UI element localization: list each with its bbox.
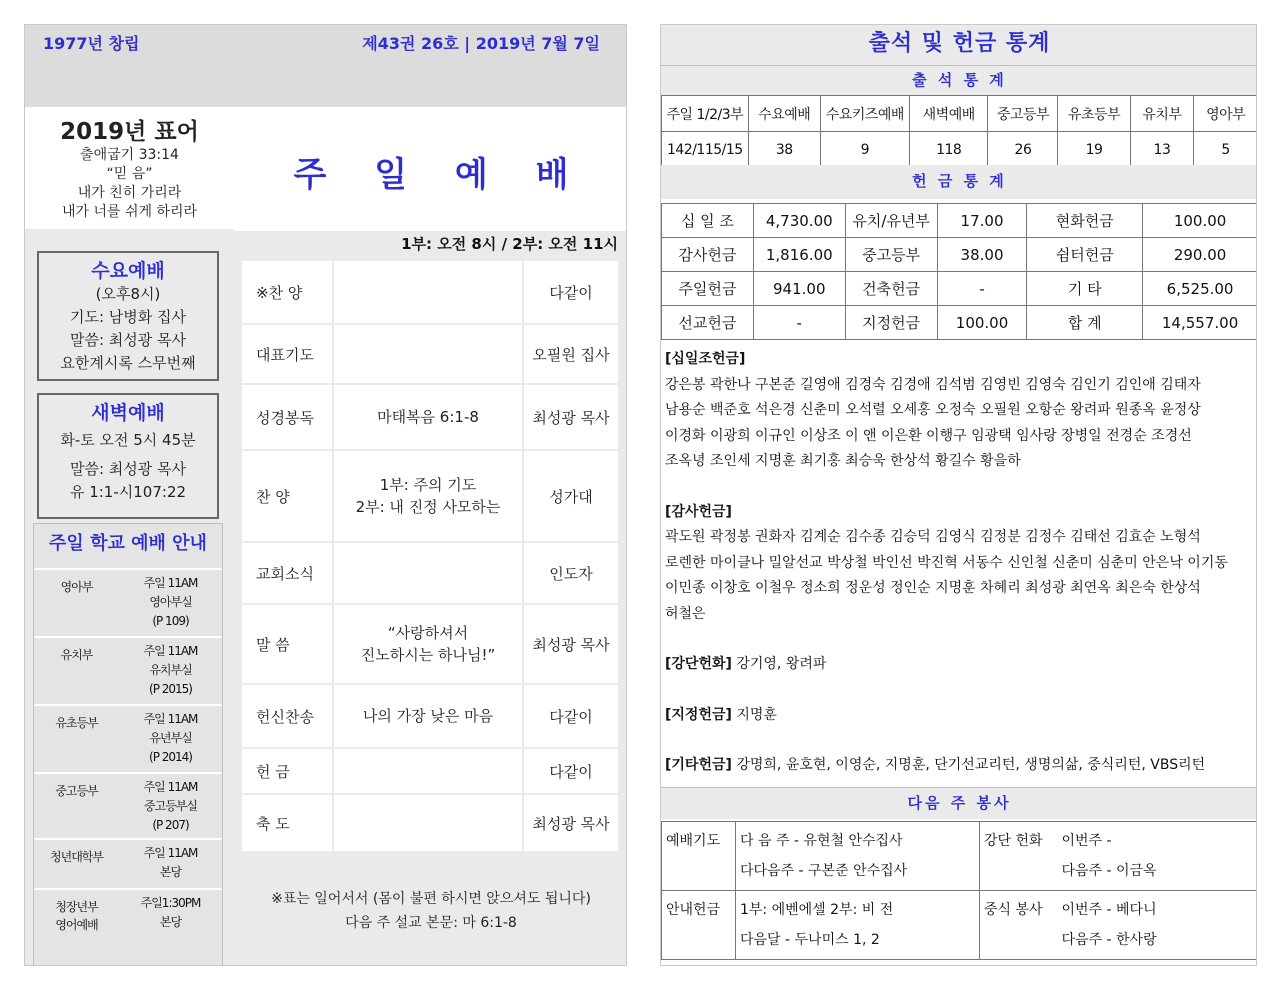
usher-schedule [736,891,980,960]
offering-category: 지정헌금 [845,306,937,340]
offering-amount: 100.00 [1143,204,1257,238]
left-page [24,24,627,966]
sunday-school-title: 주일 학교 예배 안내 [49,533,207,554]
offering-names [665,347,1255,779]
attendance-header: 유치부 [1130,96,1194,132]
issue-info: 제43권 26호 | 2019년 7월 7일 [362,34,600,53]
usher-line: 다음달 - 두나미스 1, 2 [740,932,880,948]
order-rows [242,261,618,853]
attendance-table [661,95,1257,168]
wednesday-service-title: 수요예배 [91,260,165,282]
dawn-service-box [37,393,219,519]
lunch-label: 중식 봉사 [980,891,1058,960]
dawn-line: 유 1:1-시107:22 [69,483,187,501]
altar-flowers-label: [강단헌화] [665,656,732,672]
lunch-schedule [1058,891,1258,960]
order-content [334,325,524,383]
order-content-line: “사랑하셔서 [387,624,469,642]
sunday-school-info-line: 주일 11AM [143,712,198,726]
offering-title: 헌 금 통 계 [661,165,1257,199]
next-week-service-title: 다음 주 봉사 [661,787,1257,819]
sunday-school-info [119,706,222,772]
attendance-header: 중고등부 [988,96,1058,132]
order-content [334,685,524,747]
sunday-school-info-line: 유년부실 [149,731,192,745]
sunday-school-info [119,890,222,946]
offering-category: 쉼터헌금 [1027,238,1143,272]
service-note [234,887,627,935]
offering-amount: - [937,272,1027,306]
order-row [242,543,618,605]
dawn-service-title: 새벽예배 [91,402,165,424]
motto-title: 2019년 표어 [60,119,199,145]
sunday-school-info-line: (P 207) [152,818,189,832]
offering-category: 건축헌금 [845,272,937,306]
order-content-line: 진노하시는 하나님!” [360,646,496,664]
stats-title: 출석 및 헌금 통계 [661,25,1257,65]
offering-row [662,238,1258,272]
attendance-value: 19 [1058,132,1130,168]
order-row [242,605,618,685]
tithe-names [665,373,1255,475]
attendance-value-row [662,132,1258,168]
thanks-names-line: 이민종 이창호 이철우 정소희 정운성 정인순 지명훈 차혜리 최성광 최연옥 최은숙 한상석 [665,580,1201,596]
order-leader: 다같이 [549,707,593,726]
designated-names: 지명훈 [731,706,777,723]
lunch-line: 이번주 - 베다니 [1061,902,1157,918]
altar-label: 강단 헌화 [980,822,1058,891]
offering-category: 중고등부 [845,238,937,272]
order-item: 말 씀 [242,605,334,683]
other-offering-names: 강명희, 윤호현, 이영순, 지명훈, 단기선교리턴, 생명의삶, 중식리턴, VBS리턴 [731,757,1206,773]
attendance-header: 수요예배 [748,96,820,132]
right-page [660,24,1257,966]
service-times: 1부: 오전 8시 / 2부: 오전 11시 [234,231,627,261]
sunday-school-row [34,568,222,636]
tithe-names-line: 조옥녕 조인세 지명훈 최기홍 최승욱 한상석 황길수 황을하 [665,453,1021,469]
order-leader: 다같이 [549,283,593,302]
designated-label: [지정헌금] [665,706,732,723]
sunday-school-info-line: (P 109) [152,614,189,628]
attendance-value: 118 [909,132,988,168]
wednesday-service-box [37,251,219,381]
attendance-value: 142/115/15 [662,132,749,168]
usher-label: 안내헌금 [662,891,736,960]
altar-line: 다음주 - 이금옥 [1061,863,1157,879]
sunday-school-info-line: 본당 [159,865,182,879]
attendance-value: 38 [748,132,820,168]
attendance-value: 13 [1130,132,1194,168]
attendance-title: 출 석 통 계 [661,65,1257,95]
offering-amount: - [753,306,845,340]
sunday-school-info-line: 본당 [159,915,182,929]
sunday-school-info [119,638,222,704]
sunday-school-dept: 청년대학부 [50,850,103,864]
offering-amount: 4,730.00 [753,204,845,238]
sunday-school-info-line: 주일 11AM [143,780,198,794]
order-content [334,543,524,603]
offering-amount: 290.00 [1143,238,1257,272]
wednesday-line: (오후8시) [95,285,161,303]
order-row [242,451,618,543]
order-item: ※찬 양 [242,261,334,323]
order-row [242,685,618,749]
order-item: 교회소식 [242,543,334,603]
thanks-names-line: 로렌한 마이클나 밀알선교 박상철 박인선 박진혁 서동수 신인철 신춘미 심춘미 안은낙 이기동 [665,554,1228,571]
sunday-school-info-line: 주일1:30PM [140,896,201,910]
order-item: 헌 금 [242,749,334,793]
sunday-school-info-line: 주일 11AM [143,576,198,590]
altar-schedule [1058,822,1258,891]
sunday-school-info-line: 유치부실 [149,663,192,677]
thanks-names-line: 곽도원 곽정봉 권화자 김계순 김수종 김승덕 김영식 김정분 김정수 김태선 김효순 노형석 [665,529,1201,545]
order-content [334,451,524,541]
sunday-school-row [34,636,222,704]
attendance-value: 5 [1194,132,1257,168]
sunday-school-guide [33,523,223,966]
dawn-line: 화-토 오전 5시 45분 [60,431,196,449]
offering-category: 기 타 [1027,272,1143,306]
order-row [242,795,618,853]
offering-amount: 17.00 [937,204,1027,238]
order-leader: 다같이 [549,762,593,781]
offering-category: 감사헌금 [662,238,754,272]
prayer-schedule [736,822,980,891]
order-leader: 인도자 [549,564,593,583]
order-of-worship [234,261,627,966]
sunday-service-header [234,107,627,227]
attendance-header: 수요키즈예배 [820,96,909,132]
order-content [334,605,524,683]
bulletin-header [25,25,627,107]
order-content-line: 2부: 내 진정 사모하는 [355,498,501,516]
attendance-header-row [662,96,1258,132]
offering-amount: 941.00 [753,272,845,306]
sunday-school-row [34,704,222,772]
motto-line: 내가 친히 가리라 [77,185,182,201]
offering-amount: 6,525.00 [1143,272,1257,306]
motto-line: “믿 음” [106,166,153,182]
sunday-school-info-line: 영아부실 [149,595,192,609]
sunday-school-row [34,888,222,946]
sunday-school-dept: 영아부 [60,580,93,594]
order-content-line: 1부: 주의 기도 [379,476,477,494]
prayer-label: 예배기도 [662,822,736,891]
attendance-header: 유초등부 [1058,96,1130,132]
tithe-names-line: 남용순 백준호 석은경 신춘미 오석렬 오세홍 오정숙 오필원 오항순 왕려파 원종옥 윤정상 [665,402,1201,418]
offering-category: 유치/유년부 [845,204,937,238]
order-row [242,385,618,451]
year-motto [25,107,234,229]
tithe-names-line: 이경화 이광희 이규인 이상조 이 앤 이은환 이행구 임광택 임사랑 장병일 전경순 조경선 [665,427,1192,444]
offering-amount: 14,557.00 [1143,306,1257,340]
sunday-school-info [119,570,222,636]
attendance-header: 영아부 [1194,96,1257,132]
standing-note: ※표는 일어서서 (몸이 불편 하시면 앉으셔도 됩니다) [271,891,591,907]
sunday-school-info [119,840,222,888]
sunday-school-dept: 유치부 [60,648,93,662]
offering-category: 선교헌금 [662,306,754,340]
other-offering-label: [기타헌금] [665,757,732,773]
order-content [334,385,524,449]
prayer-line: 다다음주 - 구본준 안수집사 [740,863,908,879]
sunday-school-row [34,772,222,838]
thanks-label: [감사헌금] [665,503,732,520]
next-sermon-text: 다음 주 설교 본문: 마 6:1-8 [345,915,517,931]
next-week-service-table [661,821,1257,960]
dawn-line: 말씀: 최성광 목사 [69,460,187,478]
sunday-school-info-line: (P 2015) [149,682,192,696]
order-item: 성경봉독 [242,385,334,449]
sunday-school-dept: 청장년부 영어예배 [55,900,98,932]
sunday-school-rows [34,568,222,946]
order-content [334,749,524,793]
left-column [25,107,234,966]
offering-category: 합 계 [1027,306,1143,340]
motto-line: 출애굽기 33:14 [80,147,179,163]
offering-row [662,204,1258,238]
order-item: 헌신찬송 [242,685,334,747]
lunch-line: 다음주 - 한사랑 [1061,932,1157,948]
sunday-school-info [119,774,222,838]
sunday-school-info-line: 중고등부실 [144,799,197,813]
offering-category: 주일헌금 [662,272,754,306]
founded-year: 1977년 창립 [43,34,140,53]
offering-row [662,306,1258,340]
thanks-names-line: 허철은 [665,605,706,622]
order-row [242,325,618,385]
order-leader: 오필원 집사 [532,345,610,364]
offering-amount: 100.00 [937,306,1027,340]
sunday-school-info-line: (P 2014) [149,750,192,764]
offering-category: 십 일 조 [662,204,754,238]
sunday-school-dept: 중고등부 [55,784,98,798]
offering-amount: 1,816.00 [753,238,845,272]
order-leader: 최성광 목사 [532,814,610,833]
motto-line: 내가 너를 쉬게 하리라 [61,204,198,220]
attendance-value: 9 [820,132,909,168]
order-leader: 성가대 [549,487,593,506]
wednesday-line: 말씀: 최성광 목사 [69,331,187,349]
order-content-line: 마태복음 6:1-8 [377,408,479,426]
order-item: 축 도 [242,795,334,851]
sunday-school-info-line: 주일 11AM [143,846,198,860]
sunday-service-title: 주 일 예 배 [293,155,587,195]
sunday-school-info-line: 주일 11AM [143,644,198,658]
offering-table [661,203,1257,340]
altar-line: 이번주 - [1061,833,1112,849]
order-leader: 최성광 목사 [532,635,610,654]
offering-row [662,272,1258,306]
attendance-value: 26 [988,132,1058,168]
prayer-line: 다 음 주 - 유현철 안수집사 [740,833,903,849]
sunday-school-dept: 유초등부 [55,716,98,730]
order-content-line: 나의 가장 낮은 마음 [362,707,494,725]
sunday-school-row [34,838,222,888]
order-leader: 최성광 목사 [532,408,610,427]
tithe-names-line: 강은봉 곽한나 구본준 길영애 김경숙 김경애 김석범 김영빈 김영숙 김인기 김인애 김태자 [665,376,1201,393]
thanks-names [665,525,1255,627]
wednesday-line: 기도: 남병화 집사 [69,308,187,326]
order-item: 대표기도 [242,325,334,383]
order-item: 찬 양 [242,451,334,541]
order-content [334,261,524,323]
wednesday-line: 요한계시록 스무번째 [60,354,196,372]
order-row [242,261,618,325]
tithe-label: [십일조헌금] [665,351,746,367]
offering-category: 현화헌금 [1027,204,1143,238]
attendance-header: 주일 1/2/3부 [662,96,749,132]
altar-flowers-names: 강기영, 왕려파 [731,656,827,672]
attendance-header: 새벽예배 [909,96,988,132]
order-content [334,795,524,851]
offering-amount: 38.00 [937,238,1027,272]
order-row [242,749,618,795]
usher-line: 1부: 에벤에셀 2부: 비 전 [740,902,894,918]
